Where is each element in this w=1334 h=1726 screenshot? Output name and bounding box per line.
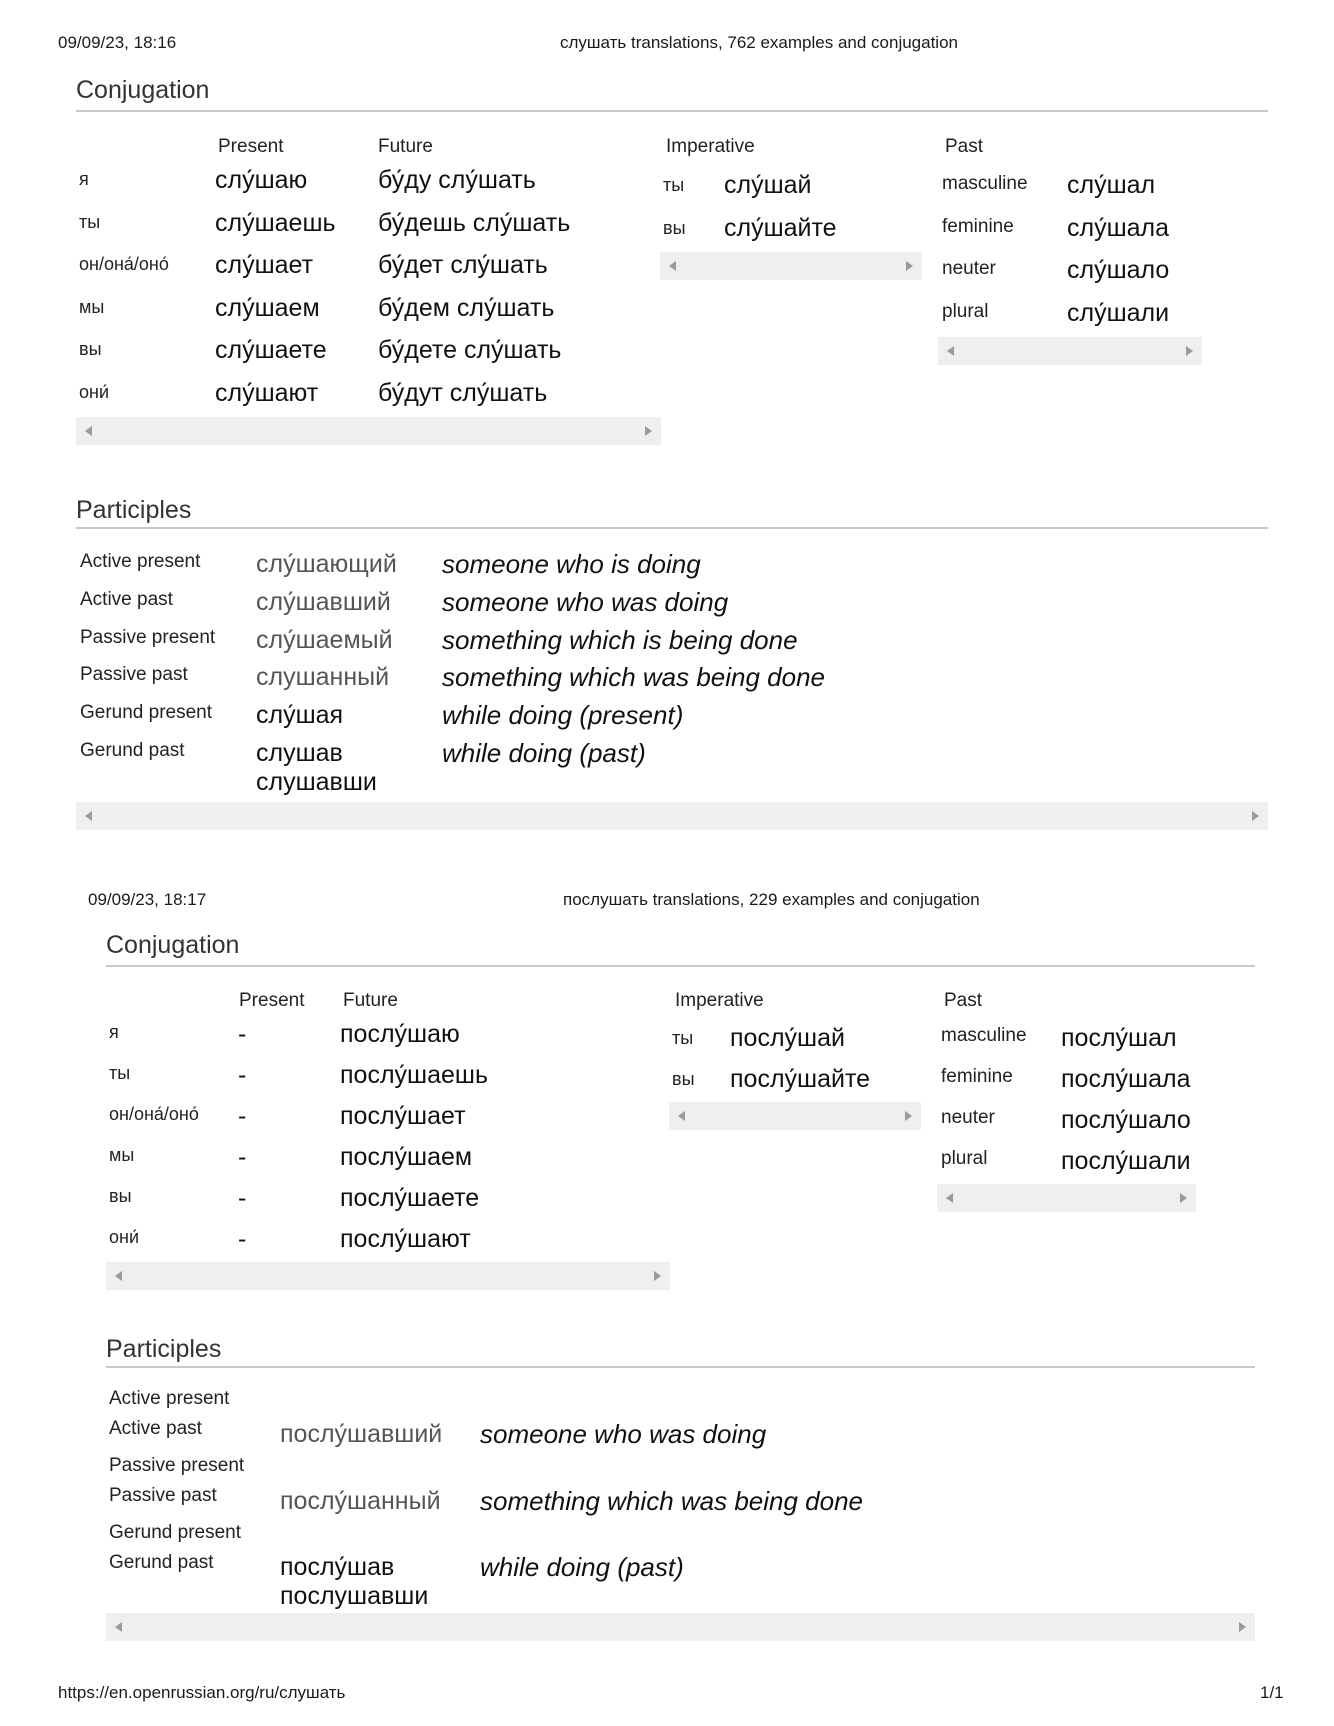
horizontal-scrollbar[interactable] — [669, 1102, 921, 1130]
gender-label: masculine — [941, 1025, 1027, 1046]
future-form: послу́шают — [340, 1225, 471, 1253]
future-form: бу́дешь слу́шать — [378, 209, 571, 237]
person-label: вы — [79, 339, 102, 359]
present-form: - — [238, 1143, 247, 1171]
participle-meaning: something which was being done — [480, 1486, 864, 1516]
person-label: ты — [672, 1028, 694, 1048]
past-form: послу́шало — [1061, 1106, 1191, 1134]
col-present: Present — [218, 136, 284, 157]
person-label: они́ — [79, 382, 110, 402]
col-past: Past — [944, 990, 983, 1011]
future-form: бу́дут слу́шать — [378, 379, 548, 407]
col-past: Past — [945, 136, 984, 157]
gender-label: masculine — [942, 173, 1028, 194]
conjugation-heading: Conjugation — [76, 76, 210, 104]
person-label: они́ — [109, 1227, 140, 1247]
gender-label: neuter — [941, 1107, 995, 1128]
scroll-right-icon[interactable] — [654, 1271, 661, 1281]
gender-label: feminine — [942, 216, 1014, 237]
participle-label: Active past — [80, 589, 173, 610]
future-form: послу́шаем — [340, 1143, 473, 1171]
print-title: слушать translations, 762 examples and conjugation — [560, 33, 958, 52]
present-form: слу́шаю — [215, 166, 308, 194]
participle-label: Passive present — [109, 1455, 245, 1476]
person-label: он/она́/оно́ — [79, 254, 169, 274]
scroll-right-icon[interactable] — [906, 261, 913, 271]
imperative-form: слу́шайте — [724, 214, 837, 242]
horizontal-scrollbar[interactable] — [938, 337, 1202, 365]
participle-form: слу́шавший — [256, 588, 391, 616]
participle-form-alt: слушавши — [256, 768, 377, 796]
present-form: слу́шаешь — [215, 209, 336, 237]
present-form: - — [238, 1102, 247, 1130]
participle-label: Gerund past — [80, 740, 185, 761]
horizontal-scrollbar[interactable] — [106, 1613, 1255, 1641]
future-form: послу́шает — [340, 1102, 466, 1130]
person-label: он/она́/оно́ — [109, 1104, 199, 1124]
past-form: послу́шали — [1061, 1147, 1191, 1175]
participle-meaning: something which is being done — [442, 625, 798, 655]
person-label: вы — [672, 1069, 695, 1089]
participle-meaning: while doing (present) — [442, 700, 684, 730]
heading-rule — [76, 110, 1268, 112]
scroll-left-icon[interactable] — [678, 1111, 685, 1121]
print-title: послушать translations, 229 examples and conjugation — [563, 890, 980, 909]
conjugation-heading: Conjugation — [106, 931, 240, 959]
present-form: слу́шаем — [215, 294, 320, 322]
gender-label: neuter — [942, 258, 996, 279]
person-label: ты — [79, 212, 101, 232]
past-form: послу́шала — [1061, 1065, 1191, 1093]
person-label: я — [79, 169, 89, 189]
participles-heading: Participles — [76, 496, 192, 524]
gender-label: feminine — [941, 1066, 1013, 1087]
future-form: бу́дет слу́шать — [378, 251, 548, 279]
person-label: мы — [79, 297, 105, 317]
participle-label: Passive past — [109, 1485, 217, 1506]
present-form: - — [238, 1020, 247, 1048]
present-form: - — [238, 1061, 247, 1089]
past-form: слу́шал — [1067, 171, 1156, 199]
horizontal-scrollbar[interactable] — [937, 1184, 1196, 1212]
scroll-left-icon[interactable] — [115, 1622, 122, 1632]
person-label: я — [109, 1022, 119, 1042]
participle-form: послу́шанный — [280, 1487, 441, 1515]
participle-meaning: while doing (past) — [442, 738, 646, 768]
participle-label: Gerund present — [80, 702, 213, 723]
participle-form: слушанный — [256, 663, 390, 691]
participle-label: Passive past — [80, 664, 188, 685]
gender-label: plural — [941, 1148, 988, 1169]
imperative-form: слу́шай — [724, 171, 812, 199]
scroll-left-icon[interactable] — [115, 1271, 122, 1281]
present-form: слу́шают — [215, 379, 319, 407]
horizontal-scrollbar[interactable] — [76, 802, 1268, 830]
person-label: ты — [663, 175, 685, 195]
heading-rule — [106, 1366, 1255, 1368]
col-present: Present — [239, 990, 305, 1011]
past-form: слу́шала — [1067, 214, 1170, 242]
participle-form: послу́шавший — [280, 1420, 443, 1448]
gender-label: plural — [942, 301, 989, 322]
scroll-left-icon[interactable] — [669, 261, 676, 271]
future-form: бу́дете слу́шать — [378, 336, 562, 364]
heading-rule — [106, 965, 1255, 967]
scroll-left-icon[interactable] — [85, 426, 92, 436]
past-form: слу́шали — [1067, 299, 1170, 327]
participle-label: Passive present — [80, 627, 216, 648]
person-label: вы — [663, 218, 686, 238]
scroll-right-icon[interactable] — [645, 426, 652, 436]
print-date: 09/09/23, 18:17 — [88, 890, 207, 909]
participle-label: Gerund present — [109, 1522, 242, 1543]
person-label: ты — [109, 1063, 131, 1083]
past-form: послу́шал — [1061, 1024, 1177, 1052]
scroll-left-icon[interactable] — [947, 346, 954, 356]
past-form: слу́шало — [1067, 256, 1170, 284]
participle-form: слу́шаемый — [256, 626, 393, 654]
scroll-left-icon[interactable] — [946, 1193, 953, 1203]
future-form: послу́шаете — [340, 1184, 480, 1212]
horizontal-scrollbar[interactable] — [660, 252, 922, 280]
future-form: послу́шаешь — [340, 1061, 488, 1089]
participle-label: Active past — [109, 1418, 202, 1439]
scroll-right-icon[interactable] — [1239, 1622, 1246, 1632]
participle-meaning: someone who was doing — [442, 587, 729, 617]
present-form: - — [238, 1225, 247, 1253]
participle-form: слушав — [256, 739, 343, 767]
horizontal-scrollbar[interactable] — [106, 1262, 670, 1290]
horizontal-scrollbar[interactable] — [76, 417, 661, 445]
heading-rule — [76, 527, 1268, 529]
imperative-form: послу́шайте — [730, 1065, 871, 1093]
col-imperative: Imperative — [675, 990, 764, 1011]
participle-label: Gerund past — [109, 1552, 214, 1573]
future-form: бу́ду слу́шать — [378, 166, 536, 194]
present-form: - — [238, 1184, 247, 1212]
person-label: мы — [109, 1145, 135, 1165]
footer-url: https://en.openrussian.org/ru/слушать — [58, 1683, 346, 1702]
print-date: 09/09/23, 18:16 — [58, 33, 177, 52]
participle-label: Active present — [80, 551, 201, 572]
col-future: Future — [343, 990, 398, 1011]
participle-label: Active present — [109, 1388, 230, 1409]
participle-form-alt: послушавши — [280, 1582, 429, 1610]
participles-heading: Participles — [106, 1335, 222, 1363]
participle-meaning: someone who is doing — [442, 549, 701, 579]
participle-meaning: while doing (past) — [480, 1552, 684, 1582]
scroll-right-icon[interactable] — [1186, 346, 1193, 356]
person-label: вы — [109, 1186, 132, 1206]
present-form: слу́шает — [215, 251, 314, 279]
scroll-right-icon[interactable] — [905, 1111, 912, 1121]
footer-page-number: 1/1 — [1260, 1683, 1284, 1702]
participle-form: послу́шав — [280, 1553, 395, 1581]
scroll-right-icon[interactable] — [1180, 1193, 1187, 1203]
imperative-form: послу́шай — [730, 1024, 845, 1052]
participle-form: слу́шающий — [256, 550, 397, 578]
future-form: бу́дем слу́шать — [378, 294, 555, 322]
col-imperative: Imperative — [666, 136, 755, 157]
scroll-right-icon[interactable] — [1252, 811, 1259, 821]
present-form: слу́шаете — [215, 336, 327, 364]
future-form: послу́шаю — [340, 1020, 460, 1048]
participle-meaning: something which was being done — [442, 662, 826, 692]
participle-form: слу́шая — [256, 701, 344, 729]
participle-meaning: someone who was doing — [480, 1419, 767, 1449]
col-future: Future — [378, 136, 433, 157]
scroll-left-icon[interactable] — [85, 811, 92, 821]
